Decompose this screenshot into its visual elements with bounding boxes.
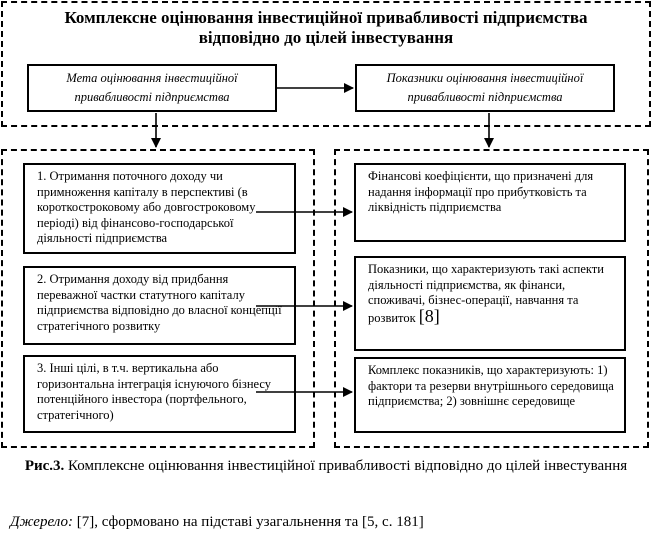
figure-source xyxy=(10,513,424,531)
diagram-title-line1: Комплексне оцінювання інвестиційної привабливості підприємства xyxy=(64,8,588,27)
figure-caption xyxy=(0,457,652,476)
indicators-header-label: Показники оцінювання інвестиційної привабливості підприємства xyxy=(386,71,584,104)
indicator-text-2: Показники, що характеризують такі аспекти діяльності підприємства, як фінанси, споживачі, бізнес-операції, навчання та розвиток xyxy=(368,262,604,325)
indicator-text-1: Фінансові коефіцієнти, що призначені для надання інформації про прибутковість та ліквідність підприємства xyxy=(368,169,594,214)
goal-text-2: 2. Отримання доходу від придбання переважної частки статутного капіталу підприємства відповідно до власної концепції стратегічного розвитку xyxy=(37,272,282,333)
goal-header-label: Мета оцінювання інвестиційної привабливості підприємства xyxy=(66,71,238,104)
indicator-reference: [8] xyxy=(418,305,440,326)
diagram-title-line2: відповідно до цілей інвестування xyxy=(198,28,454,47)
goal-text-3: 3. Інші цілі, в т.ч. вертикальна або горизонтальна інтеграція існуючого бізнесу потенційного інвестора (портфельного, стратегічного) xyxy=(37,361,272,422)
figure-source-label: Джерело: xyxy=(10,514,73,530)
indicator-text-3: Комплекс показників, що характеризують: 1) фактори та резерви внутрішнього середовища підприємства; 2) зовнішнє середовище xyxy=(368,363,614,408)
figure-source-text: [7], сформовано на підставі узагальнення та [5, с. 181] xyxy=(76,514,424,530)
figure-caption-text: Комплексне оцінювання інвестиційної привабливості відповідно до цілей інвестування xyxy=(68,458,628,474)
figure-caption-label: Рис.3. xyxy=(24,458,65,474)
goal-text-1: 1. Отримання поточного доходу чи примноження капіталу в перспективі (в короткостроковому або довгостроковому періоді) від фінансово-господарської діяльності підприємства xyxy=(37,169,256,245)
